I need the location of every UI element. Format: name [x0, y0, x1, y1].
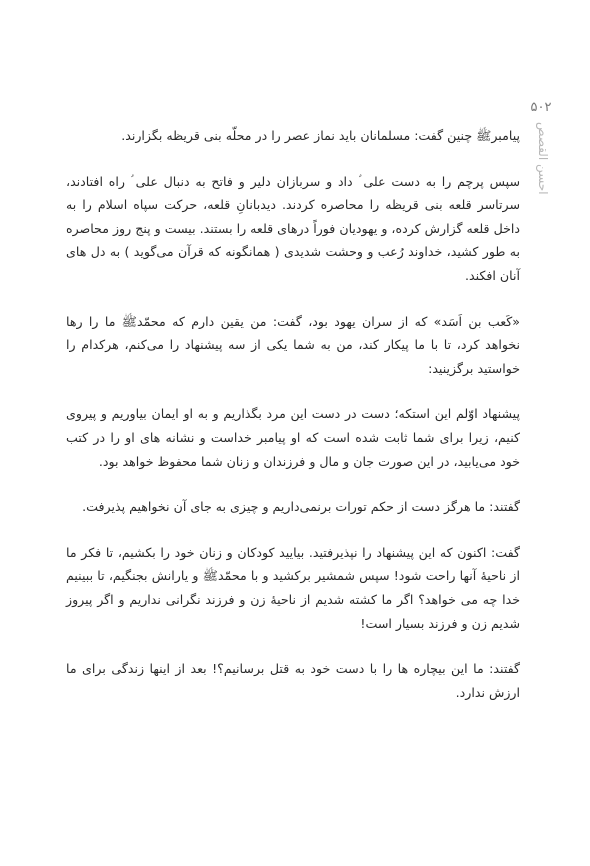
- paragraph: گفتند: ما این بیچاره ها را با دست خود به قتل برسانیم؟! بعد از اینها زندگی برای ما ارزش ندارد.: [66, 661, 520, 700]
- running-title: احسن القصص: [536, 122, 550, 195]
- paragraph: سپس پرچم را به دست علی ؑ داد و سربازان دلیر و فاتح به دنبال علی ؑ راه افتادند، سرتاسر قلعه بنی قریظه را محاصره کردند. دیدبانانِ قلعه، حرکت سپاه اسلام را به داخل قلعه گزارش کرده، و یهودیان فوراً درهای قلعه را بستند. بیست و پنج روز محاصره به طور کشید، خداوند رُعب و وحشت شدیدی ( همانگونه که قرآن می‌گوید ) به دل های آنان افکند.: [65, 173, 520, 283]
- paragraph: گفتند: ما هرگز دست از حکم تورات برنمی‌داریم و چیزی به جای آن نخواهیم پذیرفت.: [82, 499, 520, 515]
- paragraph: پیشنهاد اوّلم این استکه؛ دست در دست این مرد بگذاریم و به او ایمان بیاوریم و پیروی کنیم، زیرا برای شما ثابت شده است که او پیامبر خداست و نشانه های او را در کتب خود می‌یابید، در این صورت جان و مال و فرزندان و زنان شما محفوظ خواهد بود.: [66, 406, 520, 469]
- paragraph: پیامبرﷺ چنین گفت: مسلمانان باید نماز عصر را در محلّه بنی قریظه بگزارند.: [121, 128, 520, 143]
- paragraph: «کَعب بن اَسَد» که از سران یهود بود، گفت: من یقین دارم که محمّدﷺ ما را رها نخواهد کرد، تا با ما پیکار کند، من به شما یکی از سه پیشنهاد را می‌کنم، هرکدام را خواستید برگزینید:: [66, 313, 520, 376]
- page-number: ۵۰۲: [530, 100, 552, 115]
- paragraph: گفت: اکنون که این پیشنهاد را نپذیرفتید. بیایید کودکان و زنان خود را بکشیم، تا فکر ما از ناحیهٔ آنها راحت شود! سپس شمشیر برکشید و با محمّدﷺ و یارانش بجنگیم، تا ببینیم خدا چه می خواهد؟ اگر ما کشته شدیم از ناحیهٔ زن و فرزند نگرانی نداریم و اگر پیروز شدیم زن و فرزند بسیار است!: [66, 544, 520, 631]
- body-text: [66, 124, 520, 726]
